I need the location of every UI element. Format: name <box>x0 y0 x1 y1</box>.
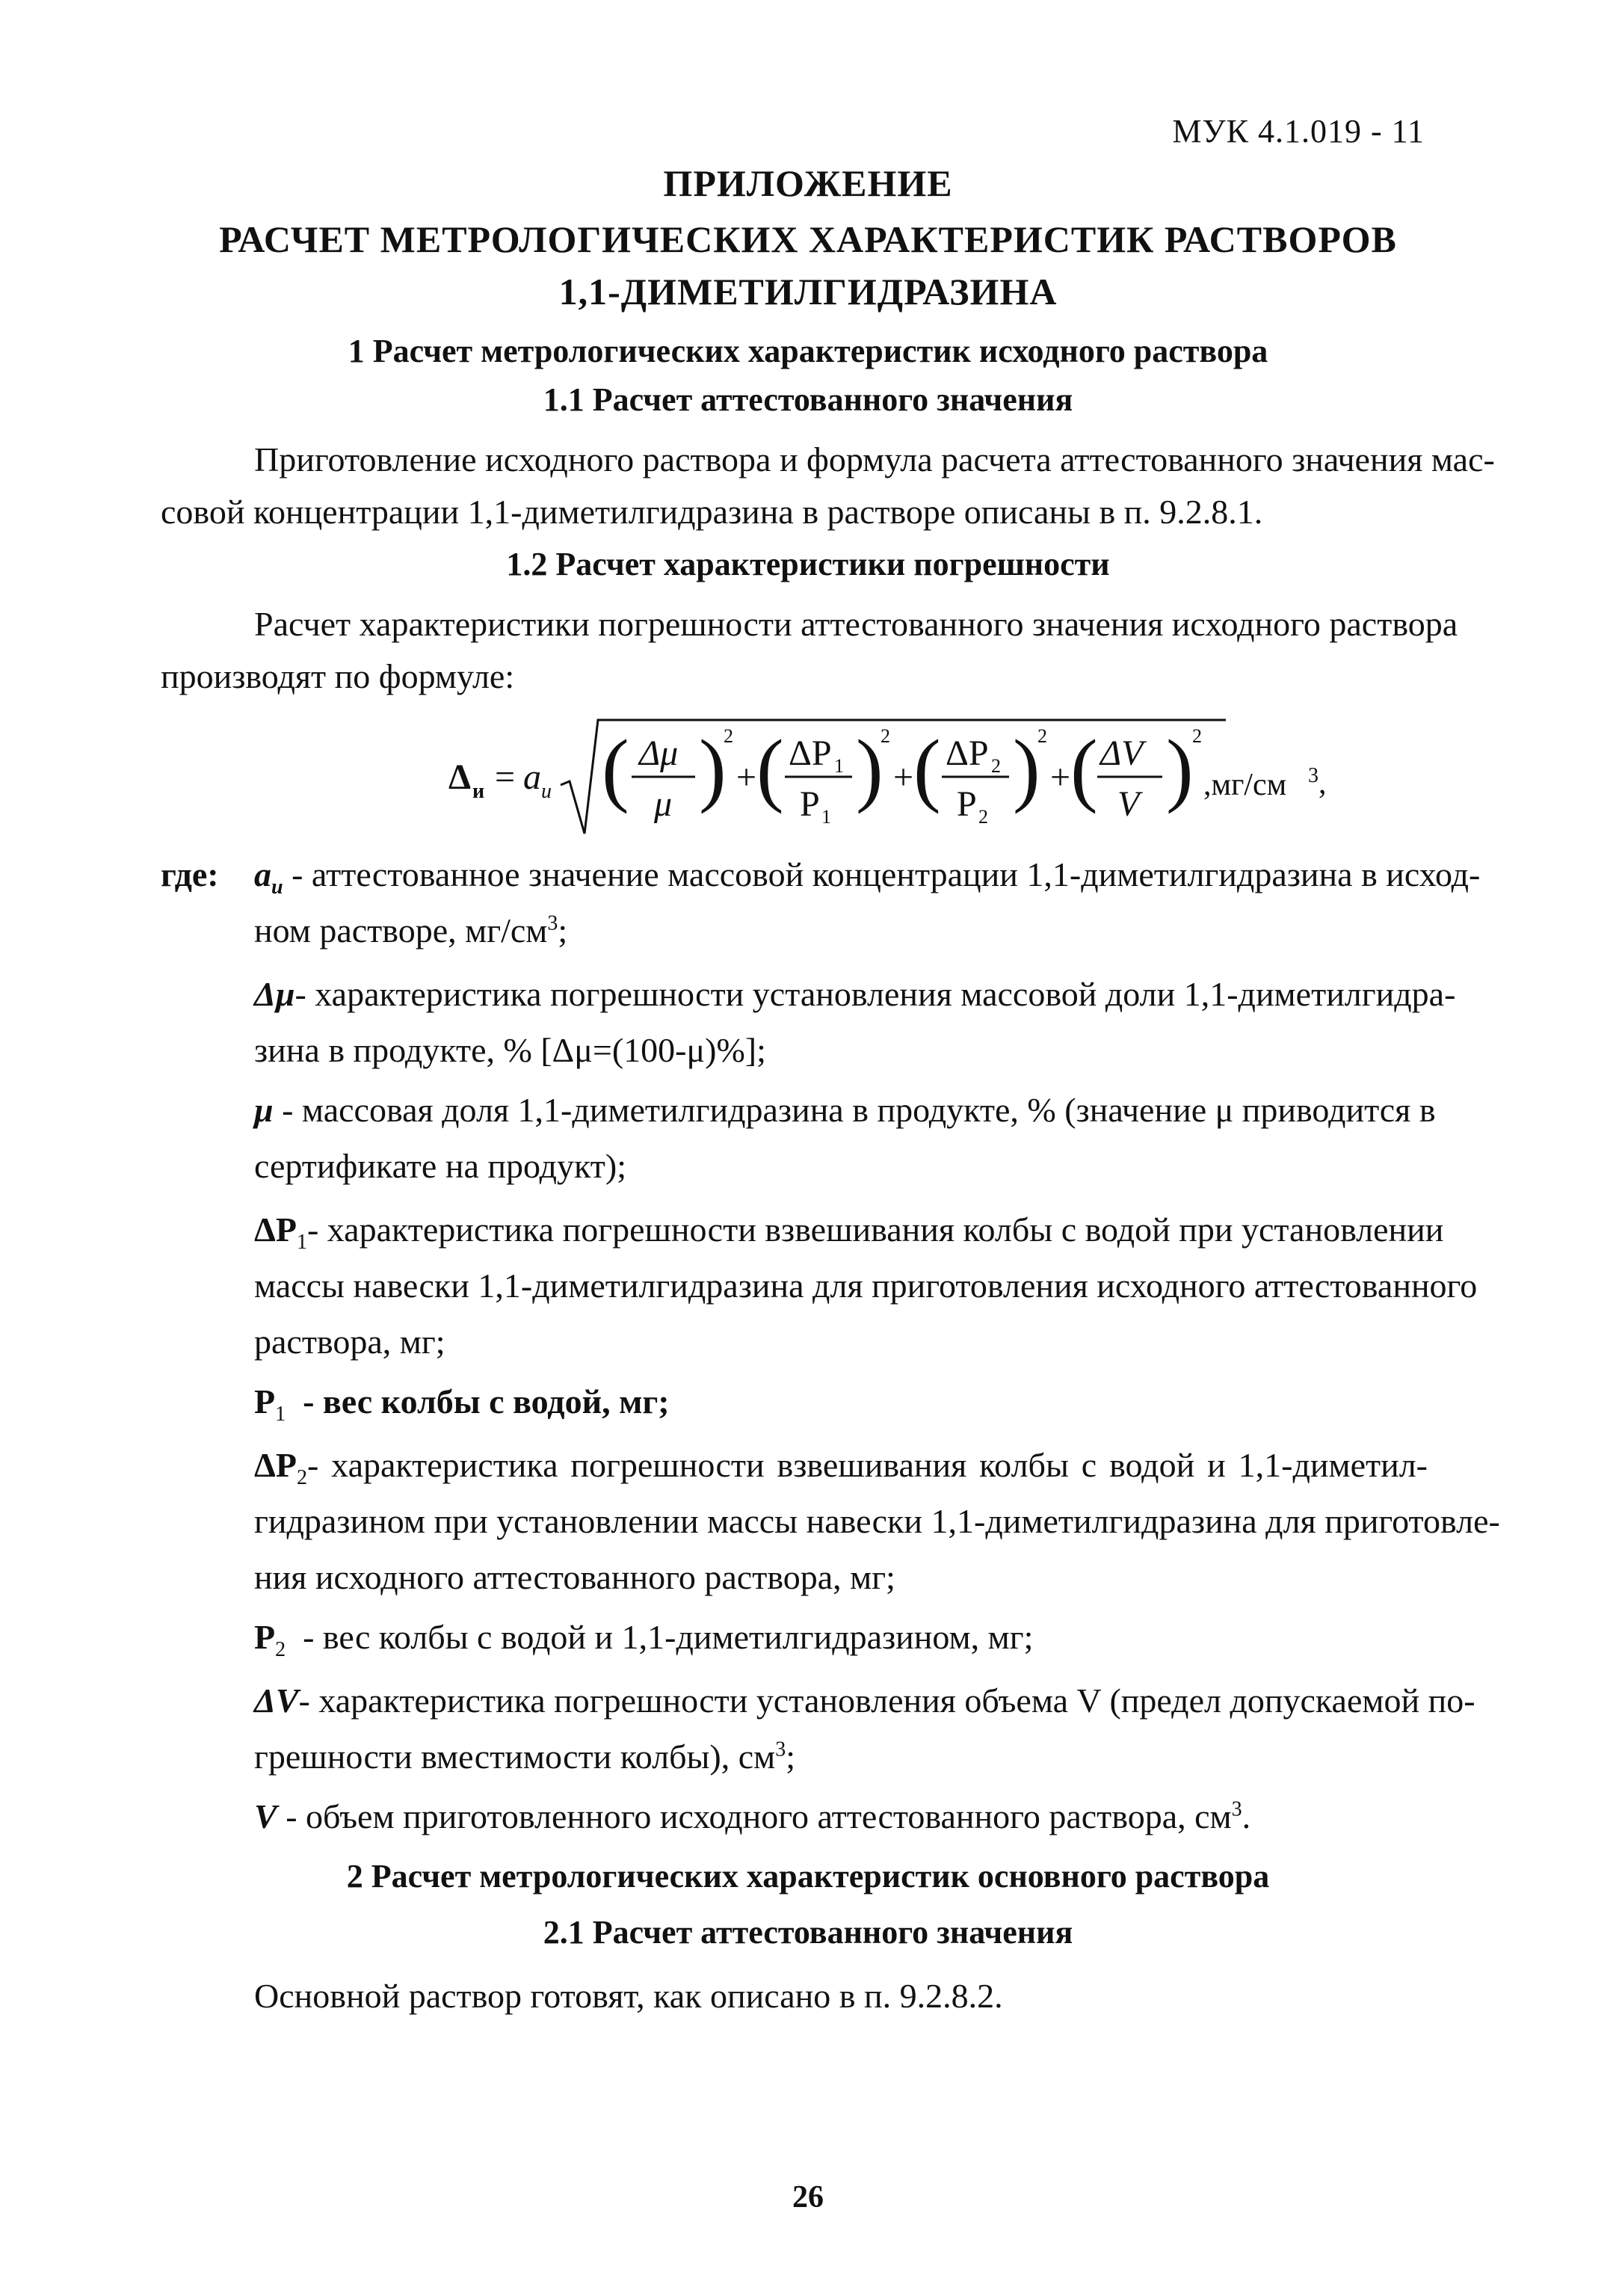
definition-dv-sup: 3 <box>775 1738 786 1761</box>
term4-power: 2 <box>1192 725 1202 747</box>
definition-p2-term-sub: 2 <box>275 1638 286 1662</box>
formula-units: ,мг/см <box>1203 768 1287 802</box>
definition-a-term-sub: и <box>271 875 283 899</box>
formula-coef-sub: и <box>541 780 552 803</box>
term1-numerator: Δμ <box>639 733 679 773</box>
section1-heading: 1 Расчет метрологических характеристик исходного раствора <box>348 333 1268 369</box>
plus-1: + <box>736 757 757 797</box>
term3-numerator: ΔP <box>946 733 989 773</box>
definition-dp1-line2: массы навески 1,1-диметилгидразина для приготовления исходного аттестованного <box>254 1267 1478 1305</box>
definition-a-line1 <box>254 852 1481 899</box>
paren-open-4: ( <box>1070 723 1098 814</box>
section1-2-text-line1: Расчет характеристики погрешности аттестованного значения исходного раствора <box>254 605 1458 643</box>
main-title-line1: РАСЧЕТ МЕТРОЛОГИЧЕСКИХ ХАРАКТЕРИСТИК РАСТВОРОВ <box>219 218 1397 260</box>
definition-dmu-line1 <box>254 972 1456 1017</box>
term1-denominator: μ <box>654 784 673 824</box>
definition-p1-text: - вес колбы с водой, мг; <box>303 1382 670 1421</box>
appendix-title: ПРИЛОЖЕНИЕ <box>663 162 953 204</box>
term3-denominator-sub: 2 <box>978 806 988 828</box>
definition-dp1-term-sub: 1 <box>296 1231 307 1255</box>
error-formula <box>448 714 1287 841</box>
definition-mu-text: - массовая доля 1,1-диметилгидразина в продукте, % (значение μ приводится в <box>282 1091 1436 1129</box>
formula-units-tail <box>1308 761 1327 806</box>
definition-p2-term: P <box>254 1618 276 1656</box>
section1-2-heading: 1.2 Расчет характеристики погрешности <box>506 546 1110 582</box>
where-label: где: <box>161 855 219 893</box>
definition-a-line2 <box>254 908 567 953</box>
term3-power: 2 <box>1037 725 1047 747</box>
definition-dp2-line3: ния исходного аттестованного раствора, мг; <box>254 1558 895 1596</box>
definition-p1-term: P <box>254 1382 276 1421</box>
section2-heading: 2 Расчет метрологических характеристик основного раствора <box>346 1858 1270 1895</box>
formula-lhs-sub: и <box>472 780 485 803</box>
term3-numerator-sub: 2 <box>991 755 1001 777</box>
definition-mu-line2: сертификате на продукт); <box>254 1147 627 1185</box>
definition-dp1-line3: раствора, мг; <box>254 1323 445 1361</box>
formula-units-end: , <box>1319 766 1327 801</box>
term2-denominator: P <box>800 784 820 824</box>
section1-1-text-line2: совой концентрации 1,1-диметилгидразина в растворе описаны в п. 9.2.8.1. <box>161 493 1263 531</box>
definition-dv-text2: грешности вместимости колбы), см <box>254 1738 776 1776</box>
paren-close-1: ) <box>699 723 727 814</box>
paren-open-1: ( <box>602 723 629 814</box>
paren-open-3: ( <box>913 723 941 814</box>
definition-a-text: - аттестованное значение массовой концентрации 1,1-диметилгидразина в исход- <box>292 855 1481 893</box>
definition-dp1-text: - характеристика погрешности взвешивания колбы с водой при установлении <box>306 1210 1444 1249</box>
definition-dp1-term: ΔP <box>254 1210 297 1249</box>
term2-power: 2 <box>881 725 890 747</box>
section1-1-heading: 1.1 Расчет аттестованного значения <box>543 381 1073 418</box>
plus-3: + <box>1050 757 1071 797</box>
term1-power: 2 <box>724 725 733 747</box>
definition-mu-term: μ <box>254 1091 274 1129</box>
paren-close-3: ) <box>1013 723 1040 814</box>
formula-coef: a <box>523 757 541 797</box>
definition-dp2-line2: гидразином при установлении массы навески 1,1-диметилгидразина для приготовле- <box>254 1502 1500 1540</box>
definition-v-line1 <box>254 1794 1250 1839</box>
definition-dv-line1 <box>254 1678 1475 1723</box>
definition-v-sup: 3 <box>1231 1797 1242 1821</box>
definition-p2-line1 <box>254 1615 1033 1660</box>
paren-open-2: ( <box>756 723 784 814</box>
term2-numerator: ΔP <box>789 733 832 773</box>
definition-dmu-line2: зина в продукте, % [Δμ=(100-μ)%]; <box>254 1031 766 1069</box>
plus-2: + <box>893 757 914 797</box>
term2-denominator-sub: 1 <box>821 806 831 828</box>
paren-close-4: ) <box>1166 723 1194 814</box>
term2-numerator-sub: 1 <box>834 755 844 777</box>
term4-denominator: V <box>1117 784 1140 824</box>
definition-dmu-term: Δμ <box>254 975 295 1013</box>
definition-dp2-term: ΔP <box>254 1446 297 1484</box>
definition-dv-line2 <box>254 1735 795 1779</box>
definition-dv-term: ΔV <box>254 1681 299 1720</box>
definition-a-end: ; <box>558 911 568 950</box>
definition-v-term: V <box>254 1797 277 1835</box>
definition-p2-text: - вес колбы с водой и 1,1-диметилгидразином, мг; <box>303 1618 1034 1656</box>
term4-numerator: ΔV <box>1100 733 1144 773</box>
section1-1-text-line1: Приготовление исходного раствора и формула расчета аттестованного значения мас- <box>254 440 1495 478</box>
definition-dp1-line1 <box>254 1207 1444 1255</box>
formula-lhs: Δ <box>448 757 472 797</box>
definition-a-term: a <box>254 855 271 893</box>
definition-dp2-line1 <box>254 1443 1428 1488</box>
definition-dp2-text: - характеристика погрешности взвешивания колбы с водой и 1,1-диметил- <box>306 1446 1428 1484</box>
section2-1-heading: 2.1 Расчет аттестованного значения <box>543 1914 1073 1951</box>
formula-svg-tail <box>448 714 1287 841</box>
definition-mu-line1 <box>254 1088 1436 1133</box>
main-title-line2: 1,1-ДИМЕТИЛГИДРАЗИНА <box>558 271 1058 313</box>
definition-p1-term-sub: 1 <box>275 1403 286 1426</box>
definition-a-text2: ном растворе, мг/см <box>254 911 548 950</box>
definition-dmu-text: - характеристика погрешности установления массовой доли 1,1-диметилгидра- <box>294 975 1456 1013</box>
document-code: МУК 4.1.019 - 11 <box>1172 113 1425 150</box>
term3-denominator: P <box>957 784 977 824</box>
formula-units-sup: 3 <box>1308 764 1319 787</box>
definition-a-sup: 3 <box>547 911 558 935</box>
formula-equals: = <box>495 757 516 797</box>
definition-v-text: - объем приготовленного исходного аттестованного раствора, см <box>286 1797 1232 1835</box>
definition-v-end: . <box>1242 1797 1251 1835</box>
page-number: 26 <box>792 2180 824 2215</box>
definition-dp2-term-sub: 2 <box>296 1466 307 1490</box>
section1-2-text-line2: производят по формуле: <box>161 657 515 695</box>
paren-close-2: ) <box>856 723 883 814</box>
definition-p1-line1 <box>254 1379 670 1424</box>
definition-dv-end: ; <box>786 1738 796 1776</box>
section2-1-text: Основной раствор готовят, как описано в п. 9.2.8.2. <box>254 1977 1003 2015</box>
definition-dv-text: - характеристика погрешности установления объема V (предел допускаемой по- <box>298 1681 1475 1720</box>
